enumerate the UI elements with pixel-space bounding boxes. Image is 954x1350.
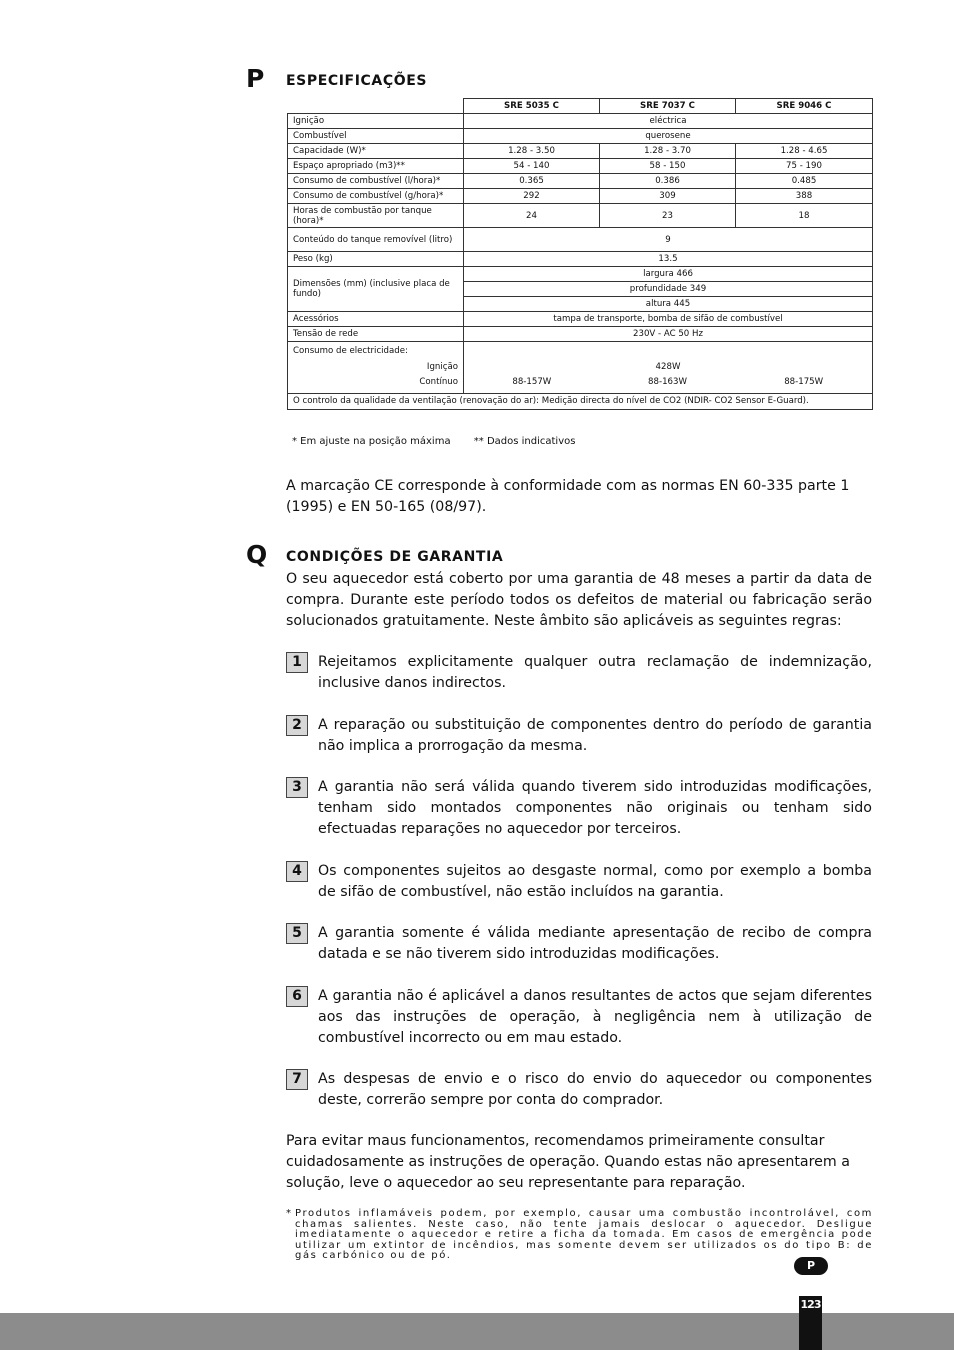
cell-value: 292 xyxy=(464,189,600,204)
continuous-value: 88-163W xyxy=(648,377,687,387)
row-label: Consumo de combustível (g/hora)* xyxy=(288,189,464,204)
flammable-warning xyxy=(286,1209,873,1262)
cell-value: querosene xyxy=(464,129,873,144)
table-corner xyxy=(288,99,464,114)
cell-value: 0.485 xyxy=(736,174,873,189)
cell-value: 230V - AC 50 Hz xyxy=(464,327,873,342)
table-row xyxy=(288,129,873,144)
model-header: SRE 9046 C xyxy=(736,99,873,114)
row-label: Ignição xyxy=(288,114,464,129)
cell-value: tampa de transporte, bomba de sifão de combustível xyxy=(464,312,873,327)
model-header: SRE 5035 C xyxy=(464,99,600,114)
model-header: SRE 7037 C xyxy=(600,99,736,114)
section-title-especificacoes: ESPECIFICAÇÕES xyxy=(286,73,428,89)
section-letter-p: P xyxy=(246,64,265,93)
table-row xyxy=(288,327,873,342)
cell-value: profundidade 349 xyxy=(464,282,873,297)
table-row xyxy=(288,144,873,159)
warning-asterisk: * xyxy=(286,1208,293,1219)
table-row xyxy=(288,174,873,189)
table-row xyxy=(288,114,873,129)
section-letter-q: Q xyxy=(246,540,268,569)
row-label: Capacidade (W)* xyxy=(288,144,464,159)
cell-value: eléctrica xyxy=(464,114,873,129)
table-row-electricity xyxy=(288,342,873,394)
cell-value: 54 - 140 xyxy=(464,159,600,174)
footnote-max-setting: * Em ajuste na posição máxima xyxy=(292,436,451,447)
table-row xyxy=(288,267,873,282)
cell-value: largura 466 xyxy=(464,267,873,282)
footnote-indicative: ** Dados indicativos xyxy=(473,436,576,447)
table-row xyxy=(288,159,873,174)
table-footnotes xyxy=(292,436,595,447)
cell-value: 0.386 xyxy=(600,174,736,189)
cell-value: 1.28 - 3.70 xyxy=(600,144,736,159)
ignition-value: 428W xyxy=(655,361,681,372)
cell-value: 9 xyxy=(464,228,873,252)
item-number: 2 xyxy=(286,715,308,736)
row-label: Acessórios xyxy=(288,312,464,327)
ventilation-note: O controlo da qualidade da ventilação (renovação do ar): Medição directa do nível de CO2 (NDIR- CO2 Sensor E-Guard). xyxy=(288,393,873,409)
closing-paragraph: Para evitar maus funcionamentos, recomendamos primeiramente consultar cuidadosamente as instruções de operação. Quando estas não apresentarem a solução, leve o aquecedor ao seu representante para reparação. xyxy=(286,1133,850,1191)
language-badge: P xyxy=(794,1257,828,1275)
ignition-label: Ignição xyxy=(426,361,458,372)
item-text: A garantia não é aplicável a danos resultantes de actos que sejam diferentes aos das instruções de operação, à negligência nem à utilização de combustível incorrecto ou em mau estado. xyxy=(318,988,872,1046)
warning-text: Produtos inflamáveis podem, por exemplo, causar uma combustão incontrolável, com chamas salientes. Neste caso, não tente jamais deslocar o aquecedor. Desligue imediatamente o aquecedor e retire a ficha da tomada. Em casos de emergência pode utilizar um extintor de incêndios, mas somente devem ser utilizados os do tipo B: de gás carbónico ou de pó. xyxy=(295,1208,873,1262)
table-row xyxy=(288,189,873,204)
row-label xyxy=(288,342,464,394)
item-text: A reparação ou substituição de componentes dentro do período de garantia não implica a prorrogação da mesma. xyxy=(318,717,872,754)
item-number: 3 xyxy=(286,777,308,798)
table-header-row xyxy=(288,99,873,114)
table-row xyxy=(288,393,873,409)
continuous-value: 88-157W xyxy=(512,377,552,387)
row-label: Tensão de rede xyxy=(288,327,464,342)
row-label: Dimensões (mm) (inclusive placa de fundo) xyxy=(288,267,464,312)
cell-value: 18 xyxy=(736,204,873,228)
ce-conformity-text: A marcação CE corresponde à conformidade com as normas EN 60-335 parte 1 (1995) e EN 50-165 (08/97). xyxy=(286,478,850,515)
row-label: Horas de combustão por tanque (hora)* xyxy=(288,204,464,228)
table-row xyxy=(288,312,873,327)
cell-value: 13.5 xyxy=(464,252,873,267)
cell-value: 309 xyxy=(600,189,736,204)
cell-value: 1.28 - 4.65 xyxy=(736,144,873,159)
page-number: 123 xyxy=(800,1298,821,1311)
cell-value: 23 xyxy=(600,204,736,228)
electricity-values xyxy=(464,342,873,394)
row-label: Conteúdo do tanque removível (litro) xyxy=(288,228,464,252)
table-row xyxy=(288,228,873,252)
row-label: Peso (kg) xyxy=(288,252,464,267)
item-number: 5 xyxy=(286,923,308,944)
cell-value: 75 - 190 xyxy=(736,159,873,174)
continuous-label: Contínuo xyxy=(419,377,458,387)
cell-value: altura 445 xyxy=(464,297,873,312)
row-label: Consumo de combustível (l/hora)* xyxy=(288,174,464,189)
warranty-intro: O seu aquecedor está coberto por uma garantia de 48 meses a partir da data de compra. Durante este período todos os defeitos de material ou fabricação serão solucionados gratuitamente. Neste âmbito são aplicáveis as seguintes regras: xyxy=(286,571,872,629)
section-title-garantia: CONDIÇÕES DE GARANTIA xyxy=(286,549,504,565)
specifications-table xyxy=(287,98,873,410)
row-label: Combustível xyxy=(288,129,464,144)
row-label: Espaço apropriado (m3)** xyxy=(288,159,464,174)
table-row xyxy=(288,252,873,267)
item-text: Rejeitamos explicitamente qualquer outra reclamação de indemnização, inclusive danos indirectos. xyxy=(318,654,872,691)
cell-value: 0.365 xyxy=(464,174,600,189)
continuous-value: 88-175W xyxy=(784,377,824,387)
cell-value: 388 xyxy=(736,189,873,204)
electricity-label: Consumo de electricidade: xyxy=(293,346,408,356)
cell-value: 58 - 150 xyxy=(600,159,736,174)
item-text: A garantia somente é válida mediante apresentação de recibo de compra datada e se não tiverem sido introduzidas modificações. xyxy=(318,925,872,962)
item-number: 1 xyxy=(286,652,308,673)
item-text: A garantia não será válida quando tiverem sido introduzidas modificações, tenham sido montados componentes não originais ou tenham sido efectuadas reparações no aquecedor por terceiros. xyxy=(318,779,872,837)
item-text: Os componentes sujeitos ao desgaste normal, como por exemplo a bomba de sifão de combustível, não estão incluídos na garantia. xyxy=(318,863,872,900)
cell-value: 24 xyxy=(464,204,600,228)
item-number: 6 xyxy=(286,986,308,1007)
item-number: 4 xyxy=(286,861,308,882)
item-number: 7 xyxy=(286,1069,308,1090)
item-text: As despesas de envio e o risco do envio do aquecedor ou componentes deste, correrão sempre por conta do comprador. xyxy=(318,1071,872,1108)
cell-value: 1.28 - 3.50 xyxy=(464,144,600,159)
table-row xyxy=(288,204,873,228)
